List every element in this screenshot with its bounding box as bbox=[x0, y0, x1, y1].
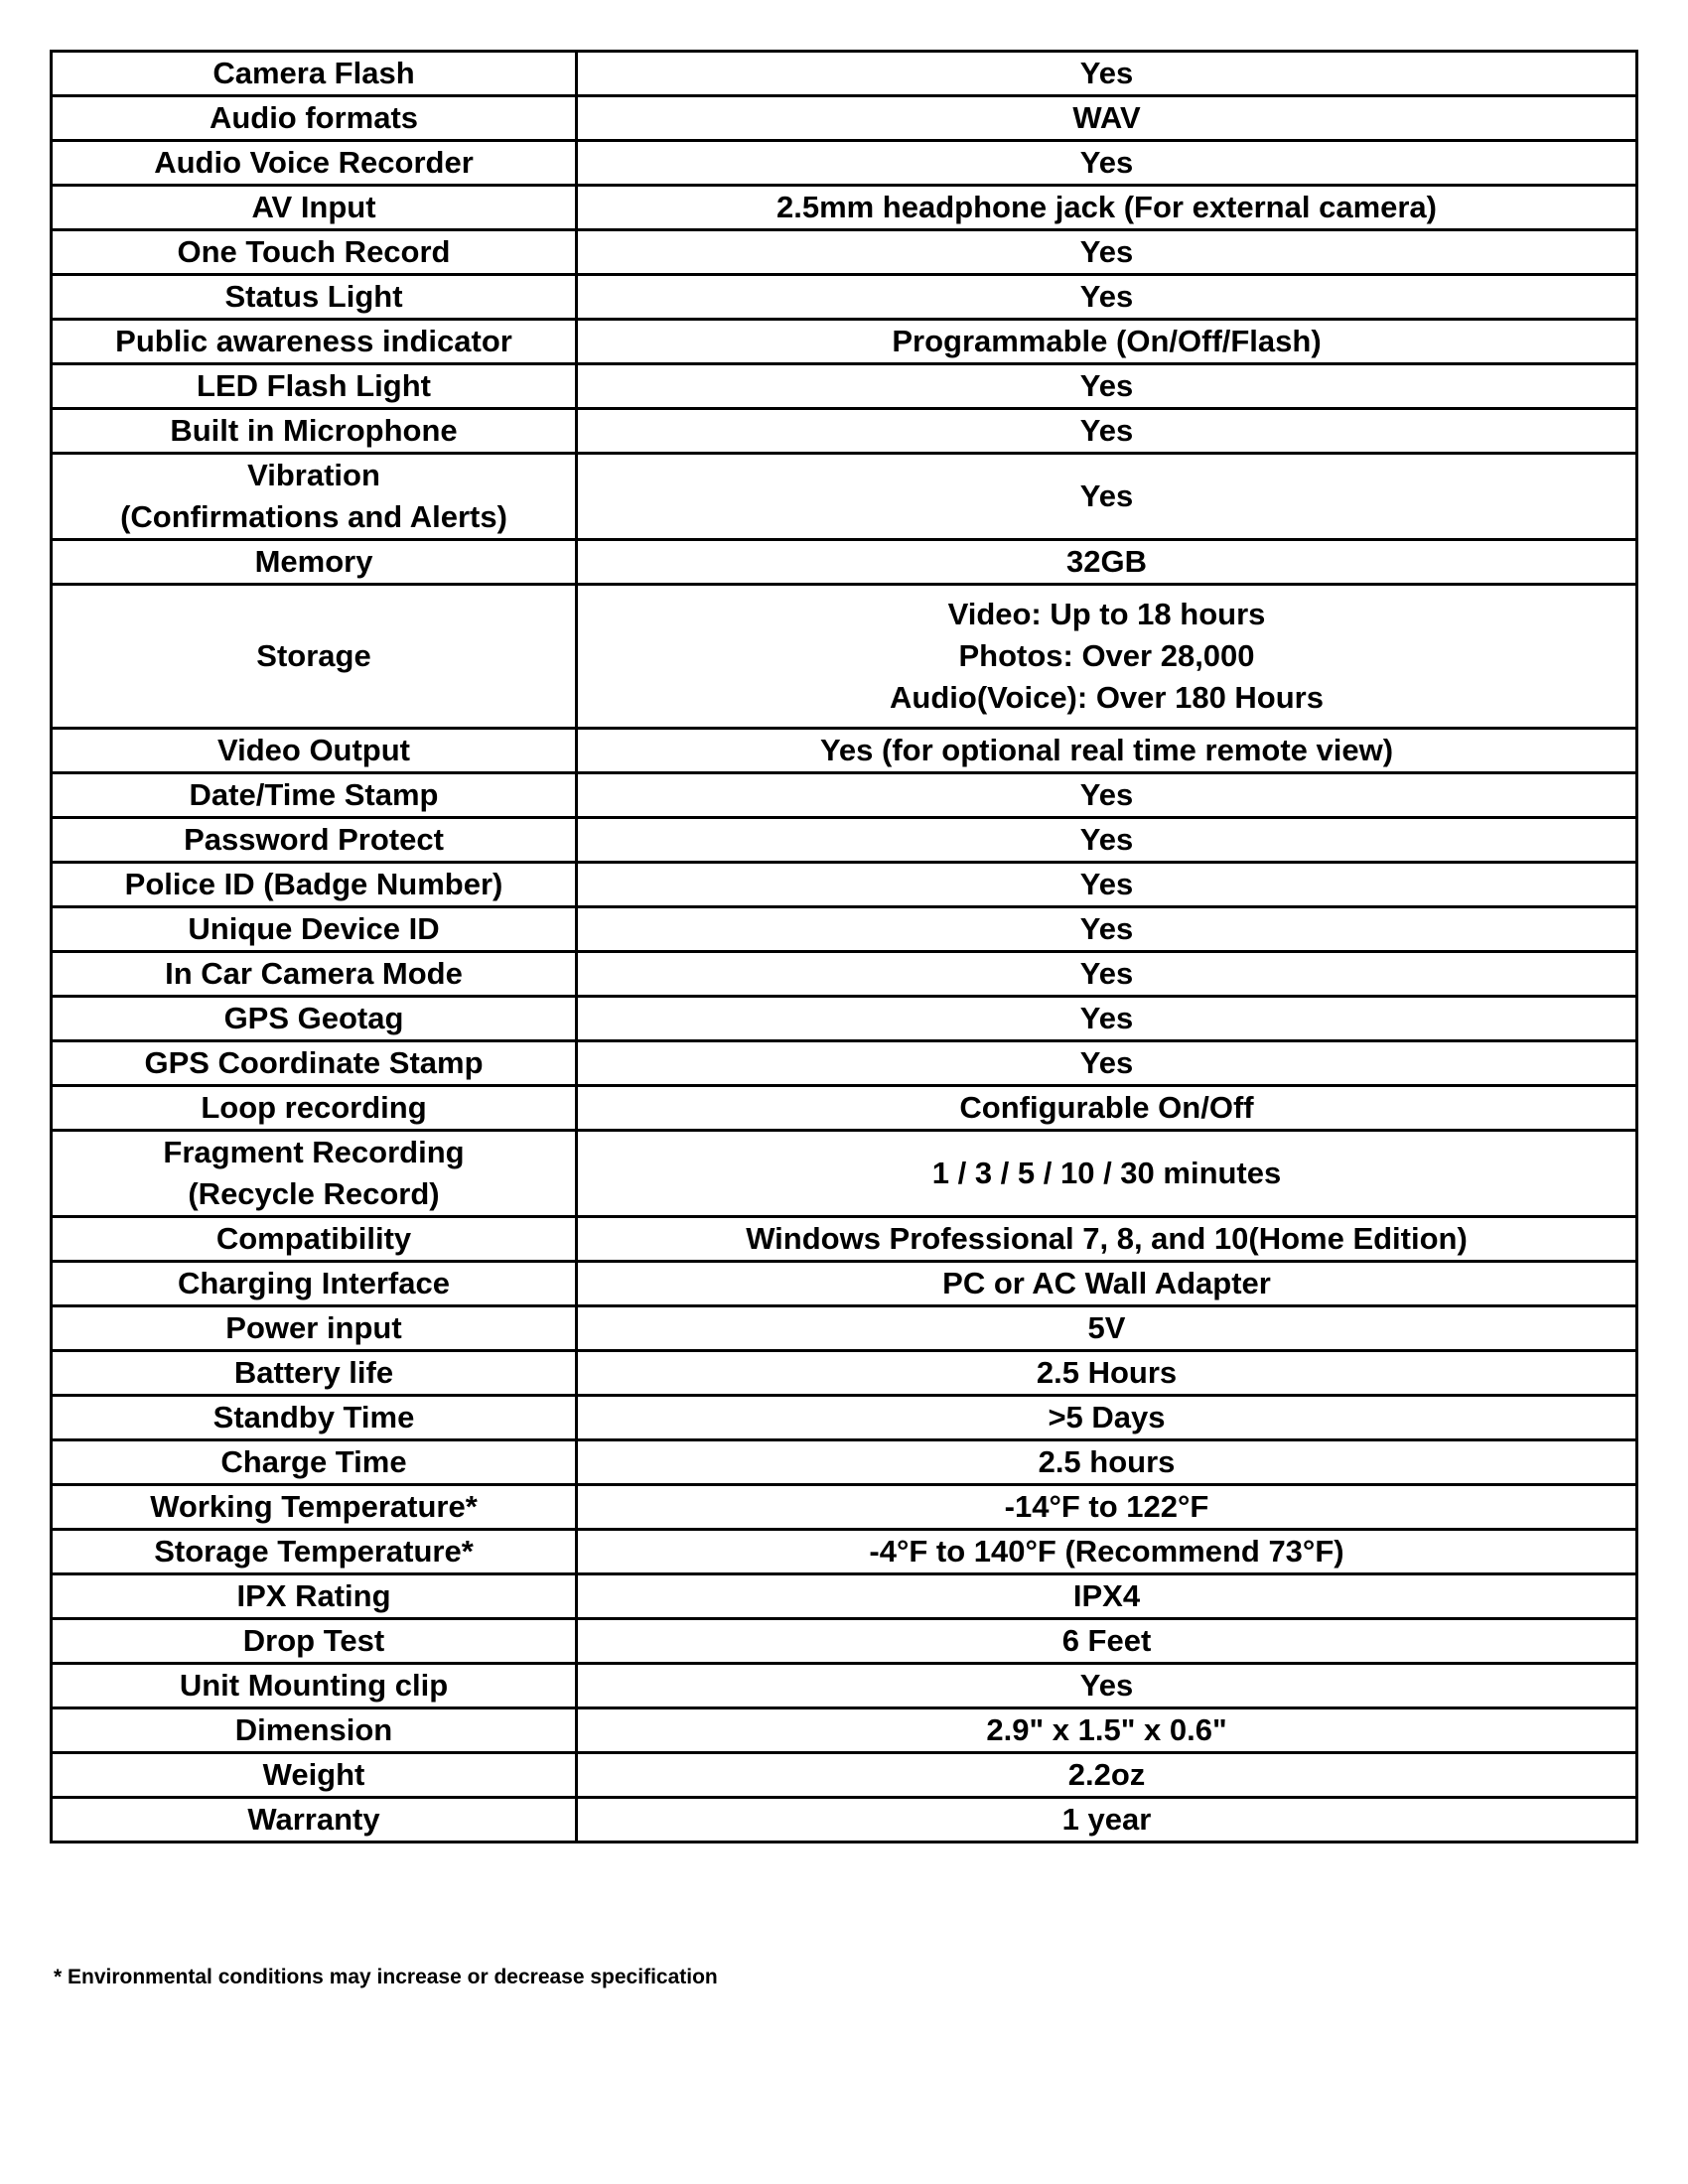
spec-value: Yes (for optional real time remote view) bbox=[819, 733, 1394, 767]
spec-label-cell bbox=[52, 409, 577, 454]
spec-row bbox=[52, 1798, 1637, 1843]
spec-value: 32GB bbox=[1066, 544, 1147, 579]
spec-label-cell bbox=[52, 1440, 577, 1485]
spec-value-cell bbox=[577, 141, 1637, 186]
spec-label-cell bbox=[52, 585, 577, 729]
spec-value: 2.5 hours bbox=[1038, 1444, 1176, 1479]
spec-value: Yes bbox=[1079, 478, 1134, 513]
spec-value-cell bbox=[577, 1619, 1637, 1664]
spec-label: Unique Device ID bbox=[188, 911, 440, 946]
spec-value: 6 Feet bbox=[1061, 1623, 1152, 1658]
spec-value: Video: Up to 18 hours bbox=[947, 597, 1266, 631]
spec-value-cell bbox=[577, 1485, 1637, 1530]
spec-row bbox=[52, 454, 1637, 540]
spec-value: >5 Days bbox=[1048, 1400, 1166, 1434]
spec-label: Power input bbox=[225, 1310, 402, 1345]
spec-value-cell bbox=[577, 186, 1637, 230]
spec-label-cell bbox=[52, 1753, 577, 1798]
spec-label: Police ID (Badge Number) bbox=[124, 867, 503, 901]
spec-value-cell bbox=[577, 364, 1637, 409]
spec-label: In Car Camera Mode bbox=[165, 956, 463, 991]
spec-value-cell bbox=[577, 1131, 1637, 1217]
spec-table bbox=[50, 50, 1638, 1843]
spec-value: -4°F to 140°F (Recommend 73°F) bbox=[869, 1534, 1344, 1569]
spec-value: 5V bbox=[1087, 1310, 1126, 1345]
spec-row bbox=[52, 818, 1637, 863]
spec-value: Yes bbox=[1079, 279, 1134, 314]
spec-value: Windows Professional 7, 8, and 10(Home Edition) bbox=[746, 1221, 1468, 1256]
spec-label: Storage Temperature* bbox=[154, 1534, 474, 1569]
spec-value-cell bbox=[577, 52, 1637, 96]
spec-label: Charge Time bbox=[220, 1444, 407, 1479]
spec-value-cell bbox=[577, 1086, 1637, 1131]
spec-value: 2.9" x 1.5" x 0.6" bbox=[986, 1712, 1227, 1747]
spec-label-cell bbox=[52, 186, 577, 230]
spec-row bbox=[52, 997, 1637, 1041]
spec-label: Compatibility bbox=[215, 1221, 412, 1256]
spec-label: Audio formats bbox=[209, 100, 419, 135]
spec-row bbox=[52, 1306, 1637, 1351]
spec-label-cell bbox=[52, 1664, 577, 1708]
spec-row bbox=[52, 364, 1637, 409]
spec-value: WAV bbox=[1072, 100, 1141, 135]
spec-label: Camera Flash bbox=[212, 56, 415, 90]
spec-value: Yes bbox=[1079, 56, 1134, 90]
spec-label-cell bbox=[52, 1396, 577, 1440]
spec-value-cell bbox=[577, 96, 1637, 141]
spec-value-cell bbox=[577, 1798, 1637, 1843]
spec-label-cell bbox=[52, 1086, 577, 1131]
spec-label: Status Light bbox=[224, 279, 403, 314]
spec-label-cell bbox=[52, 952, 577, 997]
spec-row bbox=[52, 275, 1637, 320]
spec-label: Vibration bbox=[247, 458, 380, 492]
spec-row bbox=[52, 1574, 1637, 1619]
spec-label-cell bbox=[52, 863, 577, 907]
spec-label-cell bbox=[52, 997, 577, 1041]
spec-value: Audio(Voice): Over 180 Hours bbox=[890, 680, 1324, 715]
spec-label: Public awareness indicator bbox=[115, 324, 512, 358]
spec-label: Loop recording bbox=[201, 1090, 427, 1125]
footnote: * Environmental conditions may increase or decrease specification bbox=[54, 1966, 718, 1988]
spec-label: One Touch Record bbox=[177, 234, 451, 269]
spec-row bbox=[52, 1217, 1637, 1262]
spec-label-cell bbox=[52, 364, 577, 409]
spec-value: Photos: Over 28,000 bbox=[958, 638, 1255, 673]
spec-label: GPS Geotag bbox=[223, 1001, 404, 1035]
spec-row bbox=[52, 585, 1637, 729]
spec-label: Video Output bbox=[216, 733, 411, 767]
spec-label-cell bbox=[52, 141, 577, 186]
spec-label-cell bbox=[52, 1131, 577, 1217]
spec-label: Weight bbox=[262, 1757, 365, 1792]
spec-label: Date/Time Stamp bbox=[189, 777, 439, 812]
spec-row bbox=[52, 1131, 1637, 1217]
spec-row bbox=[52, 230, 1637, 275]
spec-label-cell bbox=[52, 1485, 577, 1530]
spec-label-cell bbox=[52, 275, 577, 320]
spec-value: Yes bbox=[1079, 1001, 1134, 1035]
spec-label: Memory bbox=[254, 544, 373, 579]
spec-row bbox=[52, 409, 1637, 454]
spec-row bbox=[52, 186, 1637, 230]
spec-value: PC or AC Wall Adapter bbox=[942, 1266, 1271, 1300]
spec-label: Unit Mounting clip bbox=[179, 1668, 449, 1703]
spec-label-cell bbox=[52, 1306, 577, 1351]
spec-value: Yes bbox=[1079, 1045, 1134, 1080]
spec-row bbox=[52, 1485, 1637, 1530]
spec-value: IPX4 bbox=[1072, 1578, 1141, 1613]
spec-label-cell bbox=[52, 907, 577, 952]
spec-label: Warranty bbox=[247, 1802, 380, 1837]
spec-label: (Confirmations and Alerts) bbox=[120, 499, 507, 534]
spec-row bbox=[52, 96, 1637, 141]
spec-value-cell bbox=[577, 997, 1637, 1041]
spec-label: Password Protect bbox=[184, 822, 444, 857]
spec-label-cell bbox=[52, 320, 577, 364]
spec-value-cell bbox=[577, 818, 1637, 863]
spec-label-cell bbox=[52, 454, 577, 540]
spec-value-cell bbox=[577, 1753, 1637, 1798]
spec-label: AV Input bbox=[251, 190, 376, 224]
spec-value: Yes bbox=[1079, 956, 1134, 991]
spec-row bbox=[52, 1440, 1637, 1485]
spec-label-cell bbox=[52, 1574, 577, 1619]
spec-value-cell bbox=[577, 585, 1637, 729]
spec-value-cell bbox=[577, 907, 1637, 952]
spec-value-cell bbox=[577, 230, 1637, 275]
spec-value: Programmable (On/Off/Flash) bbox=[892, 324, 1322, 358]
spec-row bbox=[52, 1530, 1637, 1574]
spec-label: Dimension bbox=[234, 1712, 393, 1747]
spec-value: 2.5mm headphone jack (For external camera) bbox=[775, 190, 1438, 224]
spec-row bbox=[52, 1619, 1637, 1664]
spec-label: Battery life bbox=[233, 1355, 394, 1390]
spec-label: GPS Coordinate Stamp bbox=[144, 1045, 484, 1080]
spec-row bbox=[52, 1041, 1637, 1086]
spec-label-cell bbox=[52, 96, 577, 141]
spec-label-cell bbox=[52, 540, 577, 585]
spec-row bbox=[52, 1086, 1637, 1131]
spec-value: Yes bbox=[1079, 911, 1134, 946]
spec-label: Built in Microphone bbox=[170, 413, 458, 448]
spec-label-cell bbox=[52, 773, 577, 818]
spec-value: Yes bbox=[1079, 777, 1134, 812]
spec-row bbox=[52, 1396, 1637, 1440]
spec-row bbox=[52, 1351, 1637, 1396]
spec-label-cell bbox=[52, 230, 577, 275]
spec-label-cell bbox=[52, 1530, 577, 1574]
spec-value: -14°F to 122°F bbox=[1004, 1489, 1209, 1524]
spec-row bbox=[52, 952, 1637, 997]
spec-row bbox=[52, 1753, 1637, 1798]
spec-value: Yes bbox=[1079, 368, 1134, 403]
spec-value-cell bbox=[577, 1306, 1637, 1351]
spec-label-cell bbox=[52, 52, 577, 96]
spec-label-cell bbox=[52, 1708, 577, 1753]
spec-value-cell bbox=[577, 863, 1637, 907]
spec-value-cell bbox=[577, 1664, 1637, 1708]
spec-row bbox=[52, 320, 1637, 364]
spec-row bbox=[52, 141, 1637, 186]
spec-label: Storage bbox=[256, 638, 371, 673]
spec-value: 2.5 Hours bbox=[1036, 1355, 1178, 1390]
spec-value-cell bbox=[577, 1574, 1637, 1619]
spec-value-cell bbox=[577, 1041, 1637, 1086]
spec-value-cell bbox=[577, 409, 1637, 454]
spec-value: 2.2oz bbox=[1067, 1757, 1146, 1792]
spec-label-cell bbox=[52, 1619, 577, 1664]
spec-label: Standby Time bbox=[212, 1400, 415, 1434]
spec-row bbox=[52, 52, 1637, 96]
spec-value: Yes bbox=[1079, 822, 1134, 857]
spec-label-cell bbox=[52, 729, 577, 773]
spec-value: Yes bbox=[1079, 145, 1134, 180]
spec-row bbox=[52, 1708, 1637, 1753]
spec-value-cell bbox=[577, 540, 1637, 585]
spec-row bbox=[52, 540, 1637, 585]
spec-value-cell bbox=[577, 1262, 1637, 1306]
spec-row bbox=[52, 907, 1637, 952]
spec-value-cell bbox=[577, 1530, 1637, 1574]
spec-row bbox=[52, 773, 1637, 818]
spec-value: Configurable On/Off bbox=[959, 1090, 1254, 1125]
spec-label: Fragment Recording bbox=[163, 1135, 465, 1169]
spec-label-cell bbox=[52, 1041, 577, 1086]
spec-label-cell bbox=[52, 1798, 577, 1843]
spec-label-cell bbox=[52, 1262, 577, 1306]
spec-label-cell bbox=[52, 1351, 577, 1396]
spec-value-cell bbox=[577, 275, 1637, 320]
spec-label: (Recycle Record) bbox=[188, 1176, 440, 1211]
spec-value-cell bbox=[577, 320, 1637, 364]
spec-value-cell bbox=[577, 773, 1637, 818]
spec-value-cell bbox=[577, 729, 1637, 773]
spec-value: Yes bbox=[1079, 867, 1134, 901]
spec-row bbox=[52, 1664, 1637, 1708]
spec-value: Yes bbox=[1079, 234, 1134, 269]
spec-label: Audio Voice Recorder bbox=[154, 145, 474, 180]
spec-value-cell bbox=[577, 1351, 1637, 1396]
spec-label-cell bbox=[52, 1217, 577, 1262]
spec-table-body bbox=[52, 52, 1637, 1843]
spec-label: Drop Test bbox=[242, 1623, 385, 1658]
spec-label: IPX Rating bbox=[236, 1578, 391, 1613]
spec-value-cell bbox=[577, 1217, 1637, 1262]
spec-value: Yes bbox=[1079, 413, 1134, 448]
spec-row bbox=[52, 1262, 1637, 1306]
spec-value-cell bbox=[577, 454, 1637, 540]
spec-value-cell bbox=[577, 1440, 1637, 1485]
spec-label: Working Temperature* bbox=[150, 1489, 478, 1524]
spec-value-cell bbox=[577, 1708, 1637, 1753]
spec-value: 1 / 3 / 5 / 10 / 30 minutes bbox=[931, 1156, 1282, 1190]
spec-row bbox=[52, 729, 1637, 773]
spec-label-cell bbox=[52, 818, 577, 863]
spec-value-cell bbox=[577, 1396, 1637, 1440]
spec-value: 1 year bbox=[1061, 1802, 1152, 1837]
spec-value-cell bbox=[577, 952, 1637, 997]
spec-value: Yes bbox=[1079, 1668, 1134, 1703]
spec-label: Charging Interface bbox=[178, 1266, 450, 1300]
spec-label: LED Flash Light bbox=[197, 368, 431, 403]
spec-row bbox=[52, 863, 1637, 907]
